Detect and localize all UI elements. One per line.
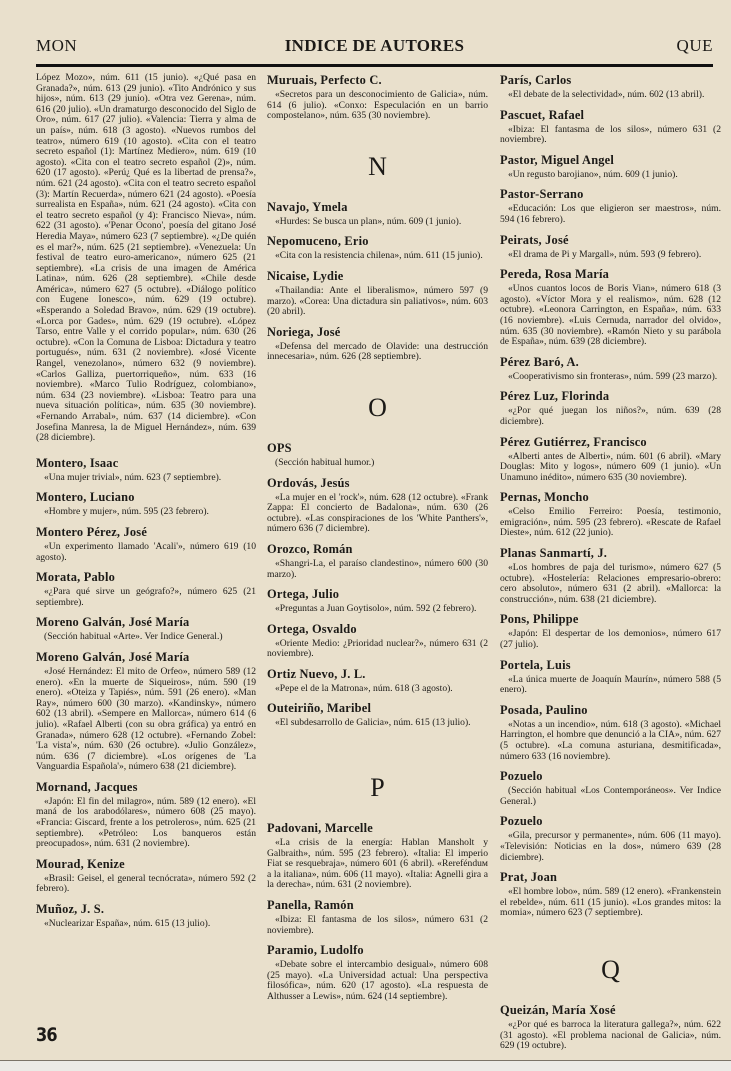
- author-name: Pérez Gutiérrez, Francisco: [500, 434, 647, 449]
- entry-text: «¿Para qué sirve un geógrafo?», número 625 (21 septiembre).: [36, 586, 256, 608]
- author-name: Paramio, Ludolfo: [267, 943, 364, 958]
- entry-text: López Mozo», núm. 611 (15 junio). «¿Qué pasa en Granada?», núm. 613 (29 junio). «Tito Andrónico y sus hijos», núm. 613 (29 junio). «Otra vez Gerena», núm. 616 (20 julio). «Un dramaturgo desconocido del Siglo de Oro», núm. 617 (27 julio). «Valencia: Tierra y alma de un país», núm. 618 (3 agosto). «Nuevos rumbos del teatro», número 619 (10 agosto). «Cita con el teatro secreto español (1): Martínez Mediero», núm. 619 (10 agosto). «Cita con el teatro secreto español (2)», núm. 620 (17 agosto). «Perú¿ Qué es la libertad de prensa?», núm. 621 (24 agosto). «Cita con el teatro secreto español (3): Martín Recuerda», número 621 (24 agosto). «Poesía surrealista en España», núm. 621 (24 agosto). «Cita con el teatro secreto español (y 4): Francisco Nieva», núm. 622 (31 agosto). «'Penar Ocono', poesía del gitano José Heredia Maya», número 623 (7 septiembre). «¿De quién es el mar?», núm. 625 (21 septiembre). «Venezuela: Un festival de teatro euro-americano», número 625 (21 septiembre). «La crisis de una imagen de América Latina», núm. 626 (28 septiembre). «Chile desde América», número 627 (5 octubre). «Diálogo político con Eugene Ionesco», núm. 629 (19 octubre). «Esperando a Soledad Bravo», núm. 629 (19 octubre). «Lorca por Gades», núm. 629 (19 octubre). «López Tarso, entre Valle y el corrido popular», núm. 630 (26 octubre). «Con la Comuna de Lisboa: Dictadura y teatro portugués», núm. 631 (2 noviembre). «José Vicente Rangel, venezolano», número 632 (9 noviembre). «Carlos Galliza, puertorriqueño», núm. 633 (16 noviembre). «Marco Tulio Rodríguez, colombiano», núm. 634 (23 noviembre). «Lisboa: Teatro para una nueva situación política», núm. 635 (30 noviembre). «Fernando Arrabal», núm. 637 (14 diciembre). «Con Josefina Manresa, la de Miguel Hernández», núm. 639 (28 diciembre).: [36, 72, 256, 444]
- index-entry: [267, 441, 488, 469]
- entry-text: «Japón: El fin del milagro», núm. 589 (12 enero). «El maná de los arabodólares», número 608 (25 mayo). «Francia: Giscard, frente a los petroleros», núm. 625 (21 septiembre). «Petróleo: Los banqueros están preocupados», núm. 631 (2 noviembre).: [36, 795, 256, 850]
- index-entry: [36, 650, 256, 773]
- index-entry: [500, 546, 721, 605]
- author-name: Posada, Paulino: [500, 702, 588, 717]
- author-name: Pereda, Rosa María: [500, 267, 610, 282]
- entry-list: [500, 1003, 721, 1052]
- index-entry: [500, 769, 721, 807]
- entry-text: «Cooperativismo sin fronteras», núm. 599 (23 marzo).: [508, 370, 718, 382]
- entry-text: (Sección habitual humor.): [275, 456, 375, 468]
- entry-text: «Un experimento llamado 'Acali'», número 619 (10 agosto).: [36, 540, 256, 563]
- author-name: Moreno Galván, José María: [36, 615, 190, 630]
- index-entry: [500, 814, 721, 863]
- author-name: Muñoz, J. S.: [36, 902, 105, 917]
- author-name: Pascuet, Rafael: [500, 107, 585, 122]
- entry-text: «Hombre y mujer», núm. 595 (23 febrero).: [44, 506, 209, 518]
- entry-text: «Pepe el de la Matrona», núm. 618 (3 agosto).: [275, 682, 453, 694]
- index-entry: [267, 587, 488, 615]
- index-entry: [267, 73, 488, 122]
- entry-list: [267, 441, 488, 729]
- author-name: Pérez Luz, Florinda: [500, 389, 610, 404]
- author-name: Nicaise, Lydie: [267, 268, 344, 283]
- index-entry: [500, 1003, 721, 1052]
- section-letter-q: Q: [601, 954, 620, 984]
- author-name: Noriega, José: [267, 324, 341, 339]
- author-name: Montero, Luciano: [36, 490, 135, 505]
- author-name: Pozuelo: [500, 814, 543, 829]
- entry-list: [267, 821, 488, 1003]
- author-name: Montero Pérez, José: [36, 524, 148, 539]
- index-entry: [500, 490, 721, 539]
- entry-text: «El debate de la selectividad», núm. 602 (13 abril).: [508, 89, 705, 100]
- entry-text: «El drama de Pi y Margall», núm. 593 (9 febrero).: [508, 248, 702, 260]
- header-range-start: MON: [36, 36, 78, 55]
- entry-text: «Hurdes: Se busca un plan», núm. 609 (1 junio).: [275, 215, 462, 227]
- index-entry: [267, 269, 488, 318]
- entry-text: «La mujer en el 'rock'», núm. 628 (12 octubre). «Frank Zappa: El concierto de Badalona», núm. 630 (26 octubre). «Las conspiraciones de los 'White Panthers'», número 636 (7 diciembre).: [267, 491, 488, 535]
- entry-text: «Brasil: Geisel, el general tecnócrata», número 592 (2 febrero).: [36, 872, 256, 895]
- page-title: INDICE DE AUTORES: [284, 36, 465, 55]
- entry-text: «José Hernández: El mito de Orfeo», número 589 (12 enero). «En la muerte de Siqueiros», núm. 590 (19 enero). «Oteiza y Tapiés», núm. 591 (26 enero). «Man Ray», número 600 (30 marzo). «Kandinsky», número 602 (13 abril). «Sempere en Mallorca», número 614 (6 julio). «Rafael Alberti (con su obra gráfica) ya entró en Granada», número 628 (12 octubre). «Fernando Zobel: 'La vista'», núm. 630 (26 octubre). «Julio González», núm. 636 (7 diciembre). «Los orígenes de 'La Vanguardia Española'», número 638 (21 diciembre).: [36, 665, 256, 773]
- entry-text: «Debate sobre el intercambio desigual», número 608 (25 mayo). «La Universidad actual: Una perspectiva filosófica», núm. 620 (17 agosto). «La respuesta de Althusser a Lewis», núm. 624 (14 septiembre).: [267, 959, 488, 1002]
- index-entry: [267, 234, 488, 262]
- index-entry: [500, 612, 721, 650]
- section-letter-p: P: [370, 773, 385, 803]
- header-range-end: QUE: [676, 36, 713, 55]
- author-name: París, Carlos: [500, 73, 572, 87]
- index-entry: [36, 570, 256, 608]
- entry-text: «Gila, precursor y permanente», núm. 606 (11 mayo). «Televisión: Noticias en la dos», número 639 (28 diciembre).: [500, 830, 721, 863]
- entry-text: «¿Por qué juegan los niños?», núm. 639 (28 diciembre).: [500, 405, 721, 427]
- index-entry: [36, 780, 256, 850]
- index-entry: [500, 108, 721, 146]
- author-name: Outeiriño, Maribel: [267, 701, 372, 716]
- entry-text: «El hombre lobo», núm. 589 (12 enero). «Frankenstein el rebelde», núm. 611 (15 junio). «Los grandes mitos: la momia», número 623 (7 septiembre).: [500, 886, 721, 919]
- entry-text: «Defensa del mercado de Olavide: una destrucción innecesaria», núm. 626 (28 septiembre).: [267, 340, 488, 363]
- index-entry: [267, 325, 488, 363]
- author-name: Muruais, Perfecto C.: [267, 73, 382, 87]
- index-entry: [500, 267, 721, 348]
- index-entry: [500, 73, 721, 101]
- author-name: Padovani, Marcelle: [267, 821, 373, 836]
- entry-list: [267, 200, 488, 363]
- index-entry: [267, 622, 488, 660]
- index-entry: [500, 389, 721, 427]
- page-header: [36, 36, 713, 66]
- index-entry: [500, 187, 721, 225]
- index-entry: [267, 701, 488, 729]
- entry-text: «Celso Emilio Ferreiro: Poesía, testimonio, emigración», núm. 595 (23 febrero). «Rescate de Rafael Dieste», núm. 612 (22 junio).: [500, 506, 721, 539]
- author-name: Ortega, Osvaldo: [267, 621, 357, 636]
- index-entry: [500, 355, 721, 383]
- author-name: Montero, Isaac: [36, 455, 119, 470]
- entry-text: «Cita con la resistencia chilena», núm. 611 (15 junio).: [275, 250, 483, 262]
- index-entry: [36, 525, 256, 563]
- author-name: Nepomuceno, Erio: [267, 234, 369, 249]
- entry-text: «Preguntas a Juan Goytisolo», núm. 592 (2 febrero).: [275, 603, 477, 615]
- index-entry: [36, 902, 256, 930]
- author-name: Ortega, Julio: [267, 587, 340, 602]
- section-letter-n: N: [368, 151, 387, 181]
- entry-list: [500, 73, 721, 919]
- author-name: Mornand, Jacques: [36, 779, 138, 794]
- index-entry: [500, 870, 721, 919]
- author-name: Navajo, Ymela: [267, 199, 348, 214]
- entry-text: «Thailandia: Ante el liberalismo», número 597 (9 marzo). «Corea: Una dictadura sin paliativos», núm. 603 (20 abril).: [267, 284, 488, 318]
- entry-text: «Notas a un incendio», núm. 618 (3 agosto). «Michael Harrington, el hombre que denunció a la CIA», núm. 627 (5 octubre). «La comuna asturiana, desmitificada», número 633 (16 noviembre).: [500, 718, 721, 762]
- author-name: Pons, Philippe: [500, 612, 579, 627]
- entry-text: «Ibiza: El fantasma de los silos», número 631 (2 noviembre).: [500, 123, 721, 146]
- author-name: Queizán, María Xosé: [500, 1002, 616, 1017]
- entry-text: «Shangri-La, el paraíso clandestino», número 600 (30 marzo).: [267, 557, 488, 580]
- entry-text: «¿Por qué es barroca la literatura gallega?», núm. 622 (31 agosto). «El problema nacional de Galicia», núm. 629 (19 octubre).: [500, 1018, 721, 1052]
- author-name: Orozco, Román: [267, 541, 353, 556]
- entry-text: «Oriente Medio: ¿Prioridad nuclear?», número 631 (2 noviembre).: [267, 637, 488, 660]
- author-name: Moreno Galván, José María: [36, 649, 190, 664]
- author-name: OPS: [267, 440, 292, 455]
- entry-text: «Unos cuantos locos de Boris Vian», número 618 (3 agosto). «Víctor Mora y el realismo», núm. 628 (12 octubre). «Leonora Carrington, en España», núm. 633 (16 noviembre). «Luis Cernuda, narrador del olvido», núm. 635 (30 noviembre). «Ramón Nieto y su parábola de España», núm. 639 (28 diciembre).: [500, 283, 721, 348]
- entry-text: (Sección habitual «Arte». Ver Indice General.): [44, 631, 223, 643]
- entry-text: «El subdesarrollo de Galicia», núm. 615 (13 julio).: [275, 717, 471, 729]
- index-entry: [500, 703, 721, 762]
- index-entry: [36, 456, 256, 484]
- index-entry: [500, 153, 721, 181]
- author-name: Mourad, Kenize: [36, 856, 125, 871]
- entry-text: «Japón: El despertar de los demonios», número 617 (27 julio).: [500, 628, 721, 651]
- author-name: Pernas, Moncho: [500, 490, 589, 505]
- entry-list: [267, 73, 488, 122]
- index-entry: [36, 615, 256, 643]
- entry-text: «Educación: Los que eligieron ser maestros», núm. 594 (16 febrero).: [500, 203, 721, 225]
- entry-text: «Un regusto barojiano», núm. 609 (1 junio).: [508, 168, 678, 180]
- index-entry: [267, 821, 488, 891]
- entry-text: «Alberti antes de Alberti», núm. 601 (6 abril). «Mary Douglas: Mito y logos», número 609 (1 junio). «Un Unamuno inédito», número 635 (30 noviembre).: [500, 450, 721, 483]
- author-name: Planas Sanmartí, J.: [500, 546, 608, 561]
- index-entry: [267, 667, 488, 695]
- entry-text: «La única muerte de Joaquín Maurín», número 588 (5 enero).: [500, 673, 721, 696]
- section-letter-o: O: [368, 392, 387, 422]
- index-entry: [267, 943, 488, 1002]
- entry-text: «La crisis de la energía: Hablan Mansholt y Galbraith», núm. 595 (23 febrero). «Italia: El imperio Fiat se resquebraja», número 601 (6 abril). «Rerefénduм a la italiana», núm. 606 (11 mayo). «Italia: Agnelli gira a la derecha», núm. 631 (2 noviembre).: [267, 837, 488, 891]
- column-3: [500, 73, 721, 1059]
- author-name: Morata, Pablo: [36, 570, 115, 585]
- entry-text: «Una mujer trivial», núm. 623 (7 septiembre).: [44, 471, 222, 483]
- column-1: [36, 73, 256, 937]
- author-name: Ordovás, Jesús: [267, 475, 350, 490]
- author-name: Pastor-Serrano: [500, 187, 584, 202]
- author-name: Peirats, José: [500, 232, 569, 247]
- index-entry: [36, 857, 256, 895]
- index-entry: [267, 898, 488, 936]
- author-name: Pozuelo: [500, 769, 543, 784]
- entry-list: [36, 456, 256, 930]
- index-entry: [267, 476, 488, 535]
- entry-text: (Sección habitual «Los Contemporáneos». Ver Indice General.): [500, 785, 721, 807]
- author-name: Panella, Ramón: [267, 898, 354, 913]
- author-name: Pastor, Miguel Angel: [500, 152, 615, 167]
- entry-text: «Los hombres de paja del turismo», número 627 (5 octubre). «Hostelería: Relaciones empresario-obrero: cero absoluto», número 631 (2 abril). «Mallorca: la construcción», núm. 638 (21 diciembre).: [500, 562, 721, 605]
- entry-text: «Secretos para un desconocimiento de Galicia», núm. 614 (6 julio). «Conxo: Especulación en un barrio compostelano», núm. 635 (30 noviembre).: [267, 89, 488, 122]
- index-entry: [36, 490, 256, 518]
- page-number: 36: [36, 1024, 57, 1046]
- index-entry: [267, 542, 488, 580]
- author-name: Ortiz Nuevo, J. L.: [267, 666, 366, 681]
- author-name: Portela, Luis: [500, 657, 571, 672]
- column-2: [267, 73, 488, 1010]
- index-entry: [500, 233, 721, 261]
- index-entry-continuation: [36, 73, 256, 444]
- entry-text: «Ibiza: El fantasma de los silos», número 631 (2 noviembre).: [267, 914, 488, 936]
- entry-text: «Nuclearizar España», núm. 615 (13 julio).: [44, 918, 211, 930]
- header-rule: [36, 64, 713, 67]
- index-entry: [500, 658, 721, 696]
- author-name: Pérez Baró, A.: [500, 354, 579, 369]
- index-entry: [500, 435, 721, 484]
- index-entry: [267, 200, 488, 228]
- author-name: Prat, Joan: [500, 870, 558, 885]
